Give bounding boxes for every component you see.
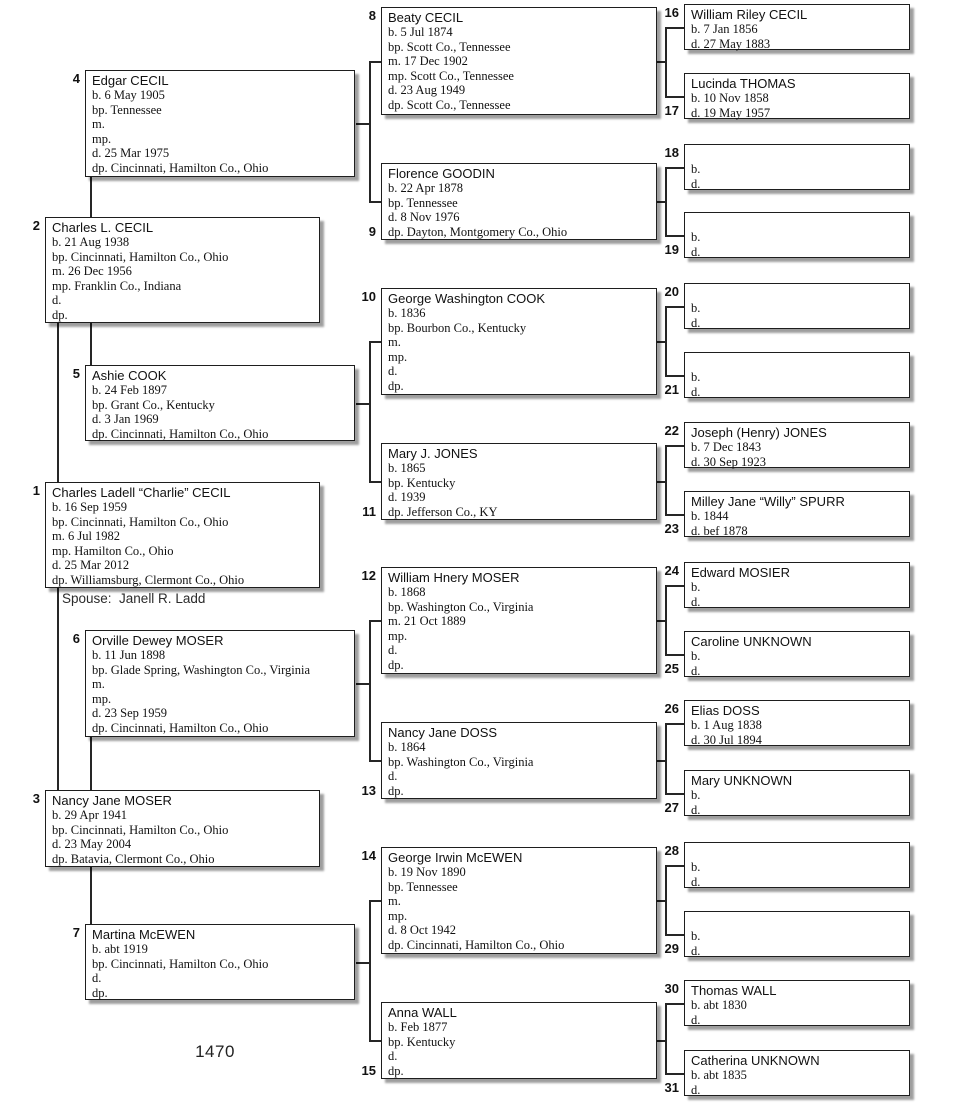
person-detail: d. 1939 (388, 490, 426, 505)
person-box-22 (684, 422, 910, 468)
person-detail: d. 27 May 1883 (691, 36, 771, 51)
person-detail: dp. Williamsburg, Clermont Co., Ohio (52, 572, 245, 587)
connector-line (57, 588, 59, 791)
person-detail: b. 11 Jun 1898 (92, 648, 166, 662)
person-name (691, 914, 903, 929)
person-number: 19 (664, 242, 679, 257)
person-detail: d. (92, 971, 102, 986)
connector-line (665, 1073, 684, 1075)
person-detail: b. 5 Jul 1874 (388, 25, 453, 39)
connector-line (657, 481, 665, 483)
person-name (691, 215, 903, 230)
person-detail: mp. Hamilton Co., Ohio (52, 543, 174, 558)
person-name: William Hnery MOSER (388, 570, 520, 585)
person-detail: b. 1836 (388, 306, 426, 320)
person-number: 25 (664, 661, 679, 676)
person-number: 11 (362, 504, 376, 519)
person-detail: d. bef 1878 (691, 523, 748, 538)
person-name: Ashie COOK (92, 368, 167, 383)
person-detail: b. (691, 788, 701, 802)
person-box-18 (684, 144, 910, 190)
connector-line (665, 723, 684, 725)
person-detail: b. 10 Nov 1858 (691, 91, 769, 105)
connector-line (369, 341, 371, 483)
connector-line (356, 403, 369, 405)
connector-line (369, 61, 381, 63)
person-detail: mp. Scott Co., Tennessee (388, 68, 514, 83)
connector-line (657, 760, 665, 762)
person-box-4 (85, 70, 355, 177)
person-name: Mary J. JONES (388, 446, 478, 461)
connector-line (90, 177, 92, 218)
person-detail: m. (92, 117, 105, 132)
person-detail: mp. (388, 908, 408, 923)
connector-line (657, 900, 665, 902)
person-detail: bp. Cincinnati, Hamilton Co., Ohio (52, 822, 229, 837)
page-number: 1470 (195, 1042, 235, 1061)
person-detail: dp. Scott Co., Tennessee (388, 97, 511, 112)
person-number: 21 (664, 382, 679, 397)
person-detail: b. 1844 (691, 509, 729, 523)
person-detail: dp. Cincinnati, Hamilton Co., Ohio (92, 426, 269, 441)
person-detail: b. 16 Sep 1959 (52, 500, 127, 514)
connector-line (665, 235, 684, 237)
person-detail: bp. Glade Spring, Washington Co., Virginia (92, 662, 311, 677)
person-detail: b. 1 Aug 1838 (691, 718, 762, 732)
person-detail: d. 23 May 2004 (52, 837, 132, 852)
person-name: Thomas WALL (691, 983, 777, 998)
person-detail: d. (691, 943, 701, 958)
person-name: Edgar CECIL (92, 73, 169, 88)
person-detail: bp. Tennessee (388, 879, 458, 894)
connector-line (657, 1040, 665, 1042)
connector-line (665, 167, 667, 237)
person-detail: dp. (92, 985, 108, 1000)
person-number: 3 (32, 791, 40, 806)
person-box-20 (684, 283, 910, 329)
person-number: 20 (664, 284, 679, 299)
person-detail: b. abt 1919 (92, 942, 148, 956)
person-detail: bp. Tennessee (92, 102, 162, 117)
person-detail: d. 3 Jan 1969 (92, 412, 159, 427)
person-detail: d. (388, 1049, 398, 1064)
connector-line (665, 654, 684, 656)
connector-line (369, 900, 371, 1042)
person-number: 4 (72, 71, 80, 86)
person-box-8 (381, 7, 657, 115)
connector-line (665, 445, 684, 447)
connector-line (369, 760, 381, 762)
person-detail: b. abt 1830 (691, 998, 747, 1012)
person-number: 6 (72, 631, 80, 646)
person-name: Nancy Jane MOSER (52, 793, 172, 808)
person-name (691, 355, 903, 370)
person-number: 17 (664, 103, 679, 118)
person-detail: m. (92, 677, 105, 692)
person-detail: b. 1868 (388, 585, 426, 599)
connector-line (657, 61, 665, 63)
person-name (691, 147, 903, 162)
person-detail: mp. (92, 131, 112, 146)
connector-line (665, 865, 667, 936)
person-detail: dp. Cincinnati, Hamilton Co., Ohio (92, 720, 269, 735)
person-detail: d. 19 May 1957 (691, 105, 771, 120)
person-name: Lucinda THOMAS (691, 76, 796, 91)
person-detail: bp. Tennessee (388, 195, 458, 210)
person-number: 31 (664, 1080, 679, 1095)
connector-line (665, 306, 667, 377)
person-detail: bp. Washington Co., Virginia (388, 754, 534, 769)
person-box-16 (684, 4, 910, 50)
person-detail: d. 23 Aug 1949 (388, 83, 466, 98)
person-detail: m. 17 Dec 1902 (388, 54, 468, 69)
person-detail: m. 21 Oct 1889 (388, 614, 466, 629)
person-detail: dp. Cincinnati, Hamilton Co., Ohio (388, 937, 565, 952)
person-detail: d. (691, 176, 701, 191)
person-box-5 (85, 365, 355, 441)
person-detail: mp. (92, 691, 112, 706)
connector-line (90, 867, 92, 925)
connector-line (356, 683, 369, 685)
connector-line (369, 201, 381, 203)
person-detail: b. 6 May 1905 (92, 88, 165, 102)
person-detail: dp. (388, 783, 404, 798)
connector-line (665, 585, 667, 656)
person-detail: b. 29 Apr 1941 (52, 808, 127, 822)
person-name: Edward MOSIER (691, 565, 790, 580)
person-box-1 (45, 482, 320, 588)
person-name: Joseph (Henry) JONES (691, 425, 827, 440)
connector-line (369, 1040, 381, 1042)
person-box-13 (381, 722, 657, 799)
person-detail: d. (691, 1012, 701, 1027)
spouse-note: Spouse: Janell R. Ladd (62, 591, 206, 606)
person-detail: d. 25 Mar 1975 (92, 146, 170, 161)
person-number: 27 (664, 800, 679, 815)
connector-line (665, 167, 684, 169)
person-detail: d. 25 Mar 2012 (52, 558, 130, 573)
person-number: 29 (664, 941, 679, 956)
person-number: 15 (361, 1063, 376, 1078)
person-box-29 (684, 911, 910, 957)
person-detail: b. 7 Dec 1843 (691, 440, 762, 454)
person-detail: d. (691, 315, 701, 330)
person-name: Martina McEWEN (92, 927, 196, 942)
person-detail: bp. Bourbon Co., Kentucky (388, 320, 527, 335)
person-box-2 (45, 217, 320, 323)
person-detail: b. 1865 (388, 461, 426, 475)
person-detail: mp. (388, 349, 408, 364)
person-number: 9 (368, 224, 376, 239)
connector-line (665, 514, 684, 516)
person-box-25 (684, 631, 910, 677)
person-box-14 (381, 847, 657, 954)
person-name: Orville Dewey MOSER (92, 633, 224, 648)
person-name: Catherina UNKNOWN (691, 1053, 820, 1068)
person-name: Beaty CECIL (388, 10, 464, 25)
person-number: 28 (664, 843, 679, 858)
person-name: George Washington COOK (388, 291, 546, 306)
person-detail: b. 21 Aug 1938 (52, 235, 130, 249)
person-detail: d. (388, 769, 398, 784)
person-number: 2 (32, 218, 40, 233)
person-detail: d. 8 Oct 1942 (388, 923, 457, 938)
person-detail: m. 6 Jul 1982 (52, 529, 121, 544)
person-detail: d. 23 Sep 1959 (92, 706, 167, 721)
person-detail: b. 7 Jan 1856 (691, 22, 758, 36)
person-detail: bp. Kentucky (388, 1034, 456, 1049)
person-detail: dp. Batavia, Clermont Co., Ohio (52, 851, 215, 866)
connector-line (665, 865, 684, 867)
person-number: 13 (361, 783, 376, 798)
person-detail: dp. (52, 307, 68, 322)
person-name: William Riley CECIL (691, 7, 808, 22)
person-box-15 (381, 1002, 657, 1079)
person-detail: b. (691, 929, 701, 943)
person-number: 18 (664, 145, 679, 160)
connector-line (665, 306, 684, 308)
person-name: Charles L. CECIL (52, 220, 154, 235)
connector-line (57, 323, 59, 483)
person-name: Elias DOSS (691, 703, 760, 718)
person-detail: bp. Washington Co., Virginia (388, 599, 534, 614)
person-detail: b. 24 Feb 1897 (92, 383, 167, 397)
person-detail: m. (388, 335, 401, 350)
person-detail: d. (691, 594, 701, 609)
connector-line (657, 341, 665, 343)
person-number: 16 (664, 5, 679, 20)
connector-line (90, 323, 92, 366)
person-detail: bp. Grant Co., Kentucky (92, 397, 215, 412)
person-number: 10 (361, 289, 376, 304)
person-box-11 (381, 443, 657, 520)
person-detail: b. abt 1835 (691, 1068, 747, 1082)
connector-line (356, 123, 369, 125)
person-number: 1 (32, 483, 40, 498)
person-detail: d. (52, 293, 62, 308)
person-detail: dp. Cincinnati, Hamilton Co., Ohio (92, 160, 269, 175)
person-box-26 (684, 700, 910, 746)
person-detail: b. (691, 370, 701, 384)
person-box-10 (381, 288, 657, 395)
person-number: 8 (368, 8, 376, 23)
person-detail: d. (691, 1082, 701, 1097)
person-box-17 (684, 73, 910, 119)
person-name: George Irwin McEWEN (388, 850, 523, 865)
person-number: 14 (361, 848, 376, 863)
person-detail: d. (691, 244, 701, 259)
person-detail: b. Feb 1877 (388, 1020, 448, 1034)
person-number: 26 (664, 701, 679, 716)
person-detail: d. (691, 874, 701, 889)
person-box-27 (684, 770, 910, 816)
connector-line (369, 341, 381, 343)
person-box-30 (684, 980, 910, 1026)
person-detail: bp. Cincinnati, Hamilton Co., Ohio (52, 249, 229, 264)
connector-line (665, 27, 684, 29)
person-detail: bp. Cincinnati, Hamilton Co., Ohio (52, 514, 229, 529)
person-box-19 (684, 212, 910, 258)
connector-line (665, 793, 684, 795)
person-detail: b. (691, 301, 701, 315)
person-name: Caroline UNKNOWN (691, 634, 812, 649)
person-detail: d. 30 Sep 1923 (691, 454, 766, 469)
connector-line (665, 585, 684, 587)
person-box-21 (684, 352, 910, 398)
connector-line (369, 61, 371, 203)
connector-line (657, 201, 665, 203)
person-name: Milley Jane “Willy” SPURR (691, 494, 845, 509)
person-name: Charles Ladell “Charlie” CECIL (52, 485, 231, 500)
connector-line (356, 962, 369, 964)
connector-line (665, 1003, 667, 1075)
connector-line (369, 481, 381, 483)
person-box-28 (684, 842, 910, 888)
person-detail: b. (691, 860, 701, 874)
person-box-3 (45, 790, 320, 867)
person-detail: b. (691, 230, 701, 244)
person-number: 22 (664, 423, 679, 438)
person-detail: m. (388, 894, 401, 909)
connector-line (665, 445, 667, 516)
person-number: 24 (664, 563, 679, 578)
person-number: 5 (72, 366, 80, 381)
connector-line (665, 1003, 684, 1005)
person-detail: d. (388, 643, 398, 658)
person-box-23 (684, 491, 910, 537)
person-detail: b. (691, 580, 701, 594)
person-name: Florence GOODIN (388, 166, 495, 181)
person-detail: dp. (388, 378, 404, 393)
connector-line (665, 723, 667, 795)
person-box-12 (381, 567, 657, 674)
connector-line (657, 620, 665, 622)
person-box-24 (684, 562, 910, 608)
person-detail: d. (691, 384, 701, 399)
person-detail: dp. (388, 657, 404, 672)
person-detail: b. 22 Apr 1878 (388, 181, 463, 195)
person-box-9 (381, 163, 657, 240)
connector-line (665, 96, 684, 98)
person-number: 7 (72, 925, 80, 940)
person-detail: bp. Cincinnati, Hamilton Co., Ohio (92, 956, 269, 971)
person-detail: d. (691, 802, 701, 817)
person-number: 30 (664, 981, 679, 996)
person-detail: d. (388, 364, 398, 379)
connector-line (369, 900, 381, 902)
person-box-7 (85, 924, 355, 1000)
connector-line (665, 934, 684, 936)
connector-line (369, 620, 371, 762)
person-detail: dp. (388, 1063, 404, 1078)
person-number: 23 (664, 521, 679, 536)
person-detail: b. 1864 (388, 740, 426, 754)
connector-line (90, 737, 92, 791)
person-detail: dp. Dayton, Montgomery Co., Ohio (388, 224, 568, 239)
person-detail: mp. Franklin Co., Indiana (52, 278, 182, 293)
person-detail: d. 30 Jul 1894 (691, 732, 762, 747)
person-detail: b. (691, 162, 701, 176)
person-name: Anna WALL (388, 1005, 457, 1020)
connector-line (665, 27, 667, 98)
connector-line (665, 375, 684, 377)
person-detail: d. (691, 663, 701, 678)
person-detail: b. (691, 649, 701, 663)
person-detail: mp. (388, 628, 408, 643)
person-detail: b. 19 Nov 1890 (388, 865, 466, 879)
person-box-31 (684, 1050, 910, 1096)
connector-line (369, 620, 381, 622)
person-name (691, 845, 903, 860)
person-detail: bp. Kentucky (388, 475, 456, 490)
person-box-6 (85, 630, 355, 737)
person-detail: dp. Jefferson Co., KY (388, 504, 498, 519)
person-name: Mary UNKNOWN (691, 773, 793, 788)
person-detail: m. 26 Dec 1956 (52, 264, 132, 279)
person-name: Nancy Jane DOSS (388, 725, 498, 740)
person-number: 12 (361, 568, 376, 583)
person-detail: bp. Scott Co., Tennessee (388, 39, 511, 54)
person-detail: d. 8 Nov 1976 (388, 210, 460, 225)
person-name (691, 286, 903, 301)
